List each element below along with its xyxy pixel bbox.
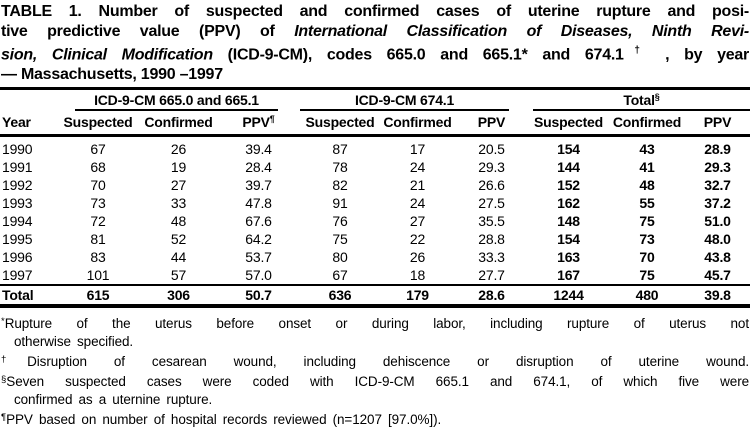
cell-icd674-0: 82 xyxy=(332,176,348,193)
col-header-ppv-665: PPV¶ xyxy=(217,111,300,135)
cell-total-2: 43.8 xyxy=(704,248,731,265)
col-header-suspected-665: Suspected xyxy=(56,111,140,135)
cell-icd665-1: 48 xyxy=(170,212,187,229)
cell-year: 1990 xyxy=(2,140,33,157)
cell-year: 1996 xyxy=(2,248,33,265)
cell-icd665-1: 33 xyxy=(170,194,187,211)
cell-icd674-1: 21 xyxy=(409,176,426,193)
cell-icd674-2: 28.8 xyxy=(478,230,505,247)
table-row-1992 xyxy=(0,176,750,194)
cell-year: 1992 xyxy=(2,176,33,193)
cell-icd674-2: 20.5 xyxy=(478,140,505,157)
cell-total-1: 48 xyxy=(639,176,655,193)
col-header-suspected-674: Suspected xyxy=(300,111,380,135)
cell-icd665-1: 52 xyxy=(170,230,187,247)
title-line-2: tive predictive value (PPV) of International Classification of Diseases, Ninth Revi- xyxy=(1,22,749,40)
col-header-confirmed-665: Confirmed xyxy=(140,111,217,135)
cell-icd665-2: 39.7 xyxy=(245,176,272,193)
cell-icd674-1: 24 xyxy=(409,158,426,175)
cell-total-1: 73 xyxy=(639,230,655,247)
cell-icd665-1: 44 xyxy=(170,248,187,265)
cell-icd674-0: 87 xyxy=(332,140,348,157)
cell-icd665-2: 50.7 xyxy=(245,286,272,303)
table-row-1990 xyxy=(0,135,750,158)
cell-icd674-0: 76 xyxy=(332,212,348,229)
cell-icd665-0: 101 xyxy=(86,266,110,283)
cell-icd665-2: 67.6 xyxy=(245,212,272,229)
cell-year: 1994 xyxy=(2,212,33,229)
cell-icd665-2: 64.2 xyxy=(245,230,272,247)
group-header-row xyxy=(0,89,750,112)
cell-icd665-1: 27 xyxy=(170,176,187,193)
cell-total-0: 167 xyxy=(557,266,580,283)
group-header-total: Total§ xyxy=(533,90,750,111)
cell-total-0: 154 xyxy=(557,230,580,247)
footnote-1-line-2: otherwise specified. xyxy=(14,333,134,349)
cell-icd674-1: 179 xyxy=(406,286,429,303)
cell-total-2: 39.8 xyxy=(704,286,731,303)
col-header-confirmed-total: Confirmed xyxy=(609,111,685,135)
footnote-4-line-1: ¶PPV based on number of hospital records reviewed (n=1207 [97.0%]). xyxy=(1,411,442,427)
table-row-1993 xyxy=(0,194,750,212)
cell-icd674-1: 24 xyxy=(409,194,426,211)
cell-total-2: 51.0 xyxy=(704,212,731,229)
cell-icd665-0: 81 xyxy=(90,230,106,247)
group-header-icd-674: ICD-9-CM 674.1 xyxy=(300,93,509,111)
cell-icd674-1: 26 xyxy=(409,248,426,265)
footnote-2-line-1: †Disruption of cesarean wound, including dehiscence or disruption of uterine wound. xyxy=(1,353,749,369)
cell-icd665-1: 57 xyxy=(170,266,187,283)
cell-total-1: 55 xyxy=(639,194,655,211)
cell-total-1: 41 xyxy=(639,158,655,175)
cell-icd674-2: 33.3 xyxy=(478,248,505,265)
cell-icd674-1: 17 xyxy=(409,140,426,157)
cell-icd674-1: 27 xyxy=(409,212,426,229)
cell-icd674-2: 27.7 xyxy=(478,266,505,283)
col-header-suspected-total: Suspected xyxy=(528,111,609,135)
footnote-marker: § xyxy=(1,373,7,385)
cell-total-0: 144 xyxy=(557,158,580,175)
cell-icd665-1: 19 xyxy=(170,158,187,175)
cell-icd665-0: 615 xyxy=(86,286,110,303)
title-line-1: TABLE 1. Number of suspected and confirmed cases of uterine rupture and posi- xyxy=(1,3,749,20)
footnote-marker: ¶ xyxy=(1,411,7,423)
cell-total-2: 37.2 xyxy=(704,194,731,211)
group-header-spacer xyxy=(0,89,56,112)
cell-icd665-0: 72 xyxy=(90,212,106,229)
col-header-confirmed-674: Confirmed xyxy=(380,111,455,135)
table-row-1997 xyxy=(0,266,750,285)
cell-icd665-1: 26 xyxy=(170,140,187,157)
group-header-icd-665: ICD-9-CM 665.0 and 665.1 xyxy=(75,93,278,111)
cell-total-0: 163 xyxy=(557,248,580,265)
table-row-1996 xyxy=(0,248,750,266)
cell-total-2: 28.9 xyxy=(704,140,731,157)
total-footnote-mark: § xyxy=(654,92,660,103)
cell-icd665-2: 53.7 xyxy=(245,248,272,265)
footnote-3-line-2: confirmed as a uternine rupture. xyxy=(14,391,213,407)
title-line-3: sion, Clinical Modification (ICD-9-CM), codes 665.0 and 665.1* and 674.1† , by year xyxy=(1,45,750,64)
cell-icd674-0: 636 xyxy=(328,286,352,303)
cell-icd674-2: 27.5 xyxy=(478,194,505,211)
title-line-4: — Massachusetts, 1990 –1997 xyxy=(1,65,223,83)
cell-total-0: 154 xyxy=(557,140,580,157)
cell-total-1: 75 xyxy=(639,212,655,229)
cell-icd674-2: 26.6 xyxy=(478,176,505,193)
cell-icd665-0: 73 xyxy=(90,194,106,211)
cell-total-1: 43 xyxy=(639,140,655,157)
cell-icd674-0: 67 xyxy=(332,266,348,283)
cell-icd674-2: 29.3 xyxy=(478,158,505,175)
cell-icd665-1: 306 xyxy=(167,286,190,303)
cell-icd674-0: 91 xyxy=(332,194,348,211)
cell-icd665-2: 28.4 xyxy=(245,158,272,175)
footnote-marker: † xyxy=(1,353,28,365)
cell-icd665-2: 47.8 xyxy=(245,194,272,211)
cell-total-0: 1244 xyxy=(553,286,584,303)
table-row-1994 xyxy=(0,212,750,230)
cell-icd665-0: 83 xyxy=(90,248,106,265)
cell-icd665-0: 67 xyxy=(90,140,106,157)
cell-total-2: 32.7 xyxy=(704,176,731,193)
column-header-row xyxy=(0,111,750,135)
cell-total-1: 75 xyxy=(639,266,655,283)
footnotes xyxy=(0,313,750,429)
table-title xyxy=(0,0,750,84)
cell-icd674-2: 28.6 xyxy=(478,286,505,303)
cell-icd674-0: 75 xyxy=(332,230,348,247)
cell-year: 1991 xyxy=(2,158,33,175)
cell-icd674-0: 80 xyxy=(332,248,348,265)
cell-icd665-0: 68 xyxy=(90,158,106,175)
cell-icd665-0: 70 xyxy=(90,176,106,193)
table-row-total xyxy=(0,285,750,306)
cell-year: 1997 xyxy=(2,266,33,283)
ppv-footnote-mark: ¶ xyxy=(269,113,275,124)
cell-icd674-0: 78 xyxy=(332,158,348,175)
col-header-ppv-674: PPV xyxy=(455,111,528,135)
cell-year: 1993 xyxy=(2,194,33,211)
cell-total-0: 148 xyxy=(557,212,580,229)
cell-total-1: 480 xyxy=(635,286,659,303)
table-row-1991 xyxy=(0,158,750,176)
col-header-ppv-total: PPV xyxy=(685,111,750,135)
footnote-1-line-1: *Rupture of the uterus before onset or during labor, including rupture of uterus not xyxy=(1,315,749,331)
table-row-1995 xyxy=(0,230,750,248)
cell-total-2: 45.7 xyxy=(704,266,731,283)
cell-total-2: 29.3 xyxy=(704,158,731,175)
cell-icd674-1: 18 xyxy=(409,266,426,283)
cell-icd674-1: 22 xyxy=(409,230,426,247)
data-table xyxy=(0,87,750,308)
footnote-marker: * xyxy=(1,315,5,327)
cell-total-0: 162 xyxy=(557,194,580,211)
cell-year: Total xyxy=(2,286,34,303)
col-header-year: Year xyxy=(0,111,56,135)
cell-icd674-2: 35.5 xyxy=(478,212,505,229)
cell-total-0: 152 xyxy=(557,176,580,193)
cell-icd665-2: 39.4 xyxy=(245,140,272,157)
cell-total-2: 48.0 xyxy=(704,230,731,247)
footnote-3-line-1: §Seven suspected cases were coded with ICD-9-CM 665.1 and 674.1, of which five were xyxy=(1,373,749,389)
cell-year: 1995 xyxy=(2,230,33,247)
cell-total-1: 70 xyxy=(639,248,655,265)
cell-icd665-2: 57.0 xyxy=(245,266,272,283)
